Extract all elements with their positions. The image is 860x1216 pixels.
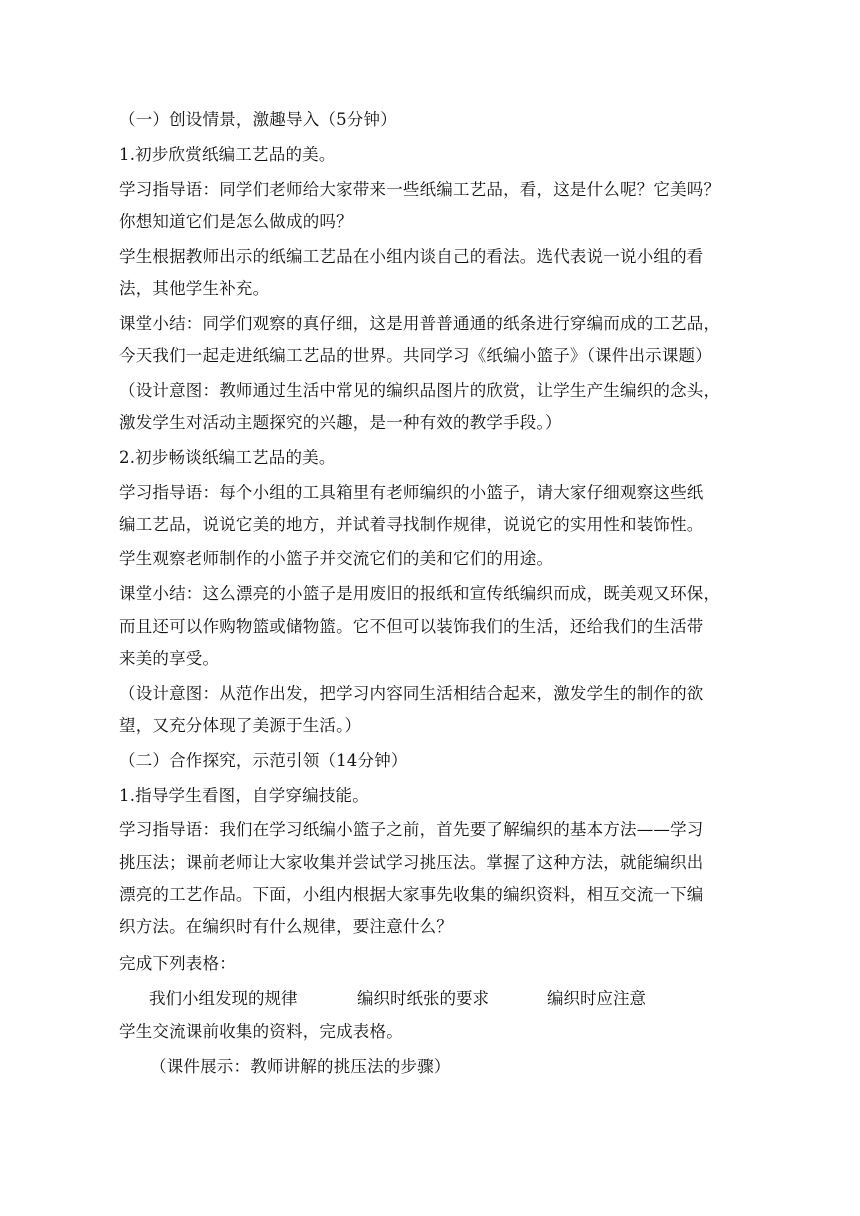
- design-intent-line: 望，又充分体现了美源于生活。）: [119, 716, 362, 735]
- paragraph-line: 今天我们一起走进纸编工艺品的世界。共同学习《纸编小篮子》（课件出示课题）: [119, 346, 712, 365]
- table-header-cell: 编织时纸张的要求: [357, 989, 489, 1008]
- design-intent-line: （设计意图：教师通过生活中常见的编织品图片的欣赏，让学生产生编织的念头，: [119, 381, 721, 400]
- table-intro: 完成下列表格：: [119, 954, 236, 973]
- paragraph-line: 漂亮的工艺作品。下面，小组内根据大家事先收集的编织资料，相互交流一下编: [119, 885, 704, 904]
- section-heading-2: （二）合作探究，示范引领（14分钟）: [119, 751, 408, 770]
- design-intent-line: （设计意图：从范作出发，把学习内容同生活相结合起来，激发学生的制作的欲: [119, 684, 704, 703]
- paragraph-line: 而且还可以作购物篮或储物篮。它不但可以装饰我们的生活，还给我们的生活带: [119, 617, 704, 636]
- paragraph-line: 学生交流课前收集的资料，完成表格。: [119, 1022, 403, 1041]
- courseware-note: （课件展示：教师讲解的挑压法的步骤）: [150, 1057, 451, 1076]
- section-heading-1: （一）创设情景，激趣导入（5分钟）: [119, 110, 397, 129]
- paragraph-line: 课堂小结：同学们观察的真仔细，这是用普普通通的纸条进行穿编而成的工艺品，: [119, 314, 721, 333]
- paragraph-line: 课堂小结：这么漂亮的小篮子是用废旧的报纸和宣传纸编织而成，既美观又环保，: [119, 584, 721, 603]
- subheading-2-1: 1.指导学生看图，自学穿编技能。: [119, 786, 369, 805]
- design-intent-line: 激发学生对活动主题探究的兴趣，是一种有效的教学手段。）: [119, 413, 562, 432]
- paragraph-line: 学习指导语：我们在学习纸编小篮子之前，首先要了解编织的基本方法——学习: [119, 820, 704, 839]
- paragraph-line: 学习指导语：同学们老师给大家带来一些纸编工艺品，看，这是什么呢？它美吗？: [119, 180, 721, 199]
- paragraph-line: 织方法。在编织时有什么规律，要注意什么？: [119, 917, 453, 936]
- paragraph-line: 法，其他学生补充。: [119, 279, 270, 298]
- subheading-1-2: 2.初步畅谈纸编工艺品的美。: [119, 448, 336, 467]
- table-header-row: [119, 986, 743, 1012]
- subheading-1-1: 1.初步欣赏纸编工艺品的美。: [119, 145, 336, 164]
- table-header-cell: 我们小组发现的规律: [149, 989, 298, 1008]
- paragraph-line: 你想知道它们是怎么做成的吗？: [119, 212, 353, 231]
- paragraph-line: 学生观察老师制作的小篮子并交流它们的美和它们的用途。: [119, 549, 554, 568]
- paragraph-line: 挑压法；课前老师让大家收集并尝试学习挑压法。掌握了这种方法，就能编织出: [119, 853, 704, 872]
- paragraph-line: 学习指导语：每个小组的工具箱里有老师编织的小篮子，请大家仔细观察这些纸: [119, 483, 704, 502]
- paragraph-line: 来美的享受。: [119, 649, 220, 668]
- paragraph-line: 学生根据教师出示的纸编工艺品在小组内谈自己的看法。选代表说一说小组的看: [119, 247, 704, 266]
- paragraph-line: 编工艺品，说说它美的地方，并试着寻找制作规律，说说它的实用性和装饰性。: [119, 515, 704, 534]
- table-header-cell: 编织时应注意: [547, 989, 646, 1008]
